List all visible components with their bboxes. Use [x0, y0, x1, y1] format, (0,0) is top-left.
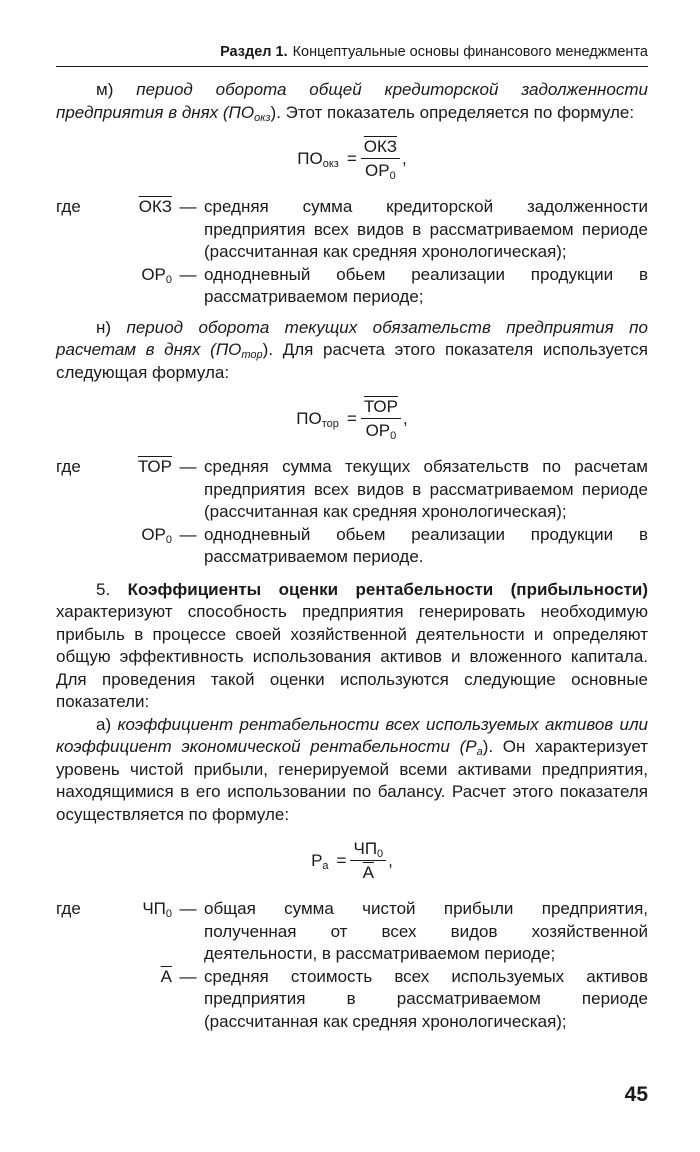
fraction-denominator: $ОР_0$: [365, 421, 397, 442]
definition-symbol: ОКЗ: [138, 197, 172, 216]
equals-sign: =: [346, 409, 357, 428]
header-section: Раздел 1.: [220, 44, 288, 60]
definition-dash: —: [179, 524, 197, 544]
formula-lhs: $ПО_{тор}$: [296, 409, 339, 430]
definition-symbol: А: [160, 966, 172, 986]
formula-po-tor: [56, 384, 648, 454]
where-word: где: [56, 197, 81, 216]
fraction: [361, 397, 401, 441]
definitions-1: [56, 196, 648, 309]
formula-comma: ,: [388, 851, 393, 870]
formula-lhs: $Р_а$: [311, 851, 329, 872]
fraction: [361, 137, 400, 181]
paragraph-text: ). Этот показатель определяется по формуле:: [270, 102, 635, 122]
formula-po-okz: [56, 124, 648, 194]
definition-text: однодневный обьем реализации продукции в рассматриваемом периоде;: [204, 264, 648, 306]
fraction-numerator: ТОР: [361, 397, 401, 419]
paragraph-text: ). Он характеризует уровень чистой прибыли, генерируемой всеми активами предприятия, находящимися в его использовании по балансу. Расчет этого показателя осуществляется по формуле:: [56, 737, 648, 824]
term-italic: период оборота общей кредиторской задолженности предприятия в днях ($ПО_{окз}$: [56, 80, 648, 124]
running-header: [56, 44, 648, 67]
paragraph-m: [56, 79, 648, 124]
definition-row: [56, 966, 648, 1034]
where-word: [56, 524, 100, 569]
definition-symbol: $ОР_0$: [141, 524, 172, 546]
definition-text: средняя сумма кредиторской задолженности предприятия всех видов в рассматриваемом периоде (рассчитанная как средняя хронологическая);: [204, 197, 648, 261]
definitions-2: [56, 456, 648, 569]
definition-row: [56, 456, 648, 524]
definition-row: [56, 898, 648, 966]
definition-text: средняя сумма текущих обязательств по расчетам предприятия всех видов в рассматриваемом периоде (рассчитанная как средняя хронологическая);: [204, 457, 648, 521]
definition-dash: —: [179, 899, 197, 918]
formula-comma: ,: [401, 149, 407, 168]
formula-ra: [56, 826, 648, 896]
paragraph-text: ). Для расчета этого показателя используется следующая формула:: [56, 340, 648, 382]
item-letter: м): [96, 80, 114, 99]
definition-dash: —: [179, 966, 197, 986]
definition-text: общая сумма чистой прибыли предприятия, полученная от всех видов хозяйственной деятельности, в рассматриваемом периоде;: [204, 899, 648, 963]
item-letter: а): [96, 714, 112, 734]
term-italic: коэффициент рентабельности всех используемых активов или коэффициент экономической рентабельности ($Р_а$: [56, 714, 648, 758]
definition-text: однодневный обьем реализации продукции в рассматриваемом периоде.: [204, 524, 648, 566]
fraction-numerator: ОКЗ: [361, 137, 400, 159]
definition-symbol: $ЧП_0$: [142, 899, 172, 920]
definition-dash: —: [179, 457, 197, 476]
definition-symbol: ТОР: [137, 457, 172, 476]
where-word: [56, 264, 100, 309]
paragraph-n: [56, 317, 648, 385]
paragraph-a: [56, 714, 648, 827]
definition-row: [56, 524, 648, 569]
where-word: где: [56, 899, 81, 918]
where-word: где: [56, 457, 81, 476]
formula-comma: ,: [403, 409, 408, 428]
item-number: 5.: [96, 579, 111, 599]
page-body: [56, 44, 648, 1033]
header-title: Концептуальные основы финансового менеджмента: [292, 44, 648, 60]
definition-text: средняя стоимость всех используемых активов предприятия в рассматриваемом периоде (рассчитанная как средняя хронологическая);: [204, 966, 648, 1031]
paragraph-text: характеризуют способность предприятия генерировать необходимую прибыль в процессе своей хозяйственной деятельности и определяют общую эффективность использования активов и вложенного капитала. Для проведения такой оценки используются следующие основные показатели:: [56, 602, 648, 711]
formula-lhs: $ПО_{окз}$: [297, 149, 339, 170]
definition-dash: —: [179, 197, 197, 216]
equals-sign: =: [336, 851, 347, 870]
paragraph-5: [56, 579, 648, 714]
fraction-numerator: $ЧП_0$: [350, 839, 386, 861]
equals-sign: =: [346, 149, 357, 168]
item-letter: н): [96, 317, 112, 337]
where-word: [56, 966, 100, 1034]
fraction-denominator: А: [362, 863, 374, 882]
term-italic: период оборота текущих обязательств предприятия по расчетам в днях ($ПО_{тор}$: [56, 317, 648, 361]
term-bold: Коэффициенты оценки рентабельности (прибыльности): [127, 579, 648, 599]
definitions-3: [56, 898, 648, 1033]
page-number: 45: [624, 1083, 648, 1106]
fraction-denominator: $ОР_0$: [365, 161, 396, 182]
fraction: [350, 839, 386, 883]
definition-dash: —: [179, 264, 197, 284]
definition-symbol: $ОР_0$: [141, 264, 172, 286]
definition-row: [56, 196, 648, 264]
definition-row: [56, 264, 648, 309]
